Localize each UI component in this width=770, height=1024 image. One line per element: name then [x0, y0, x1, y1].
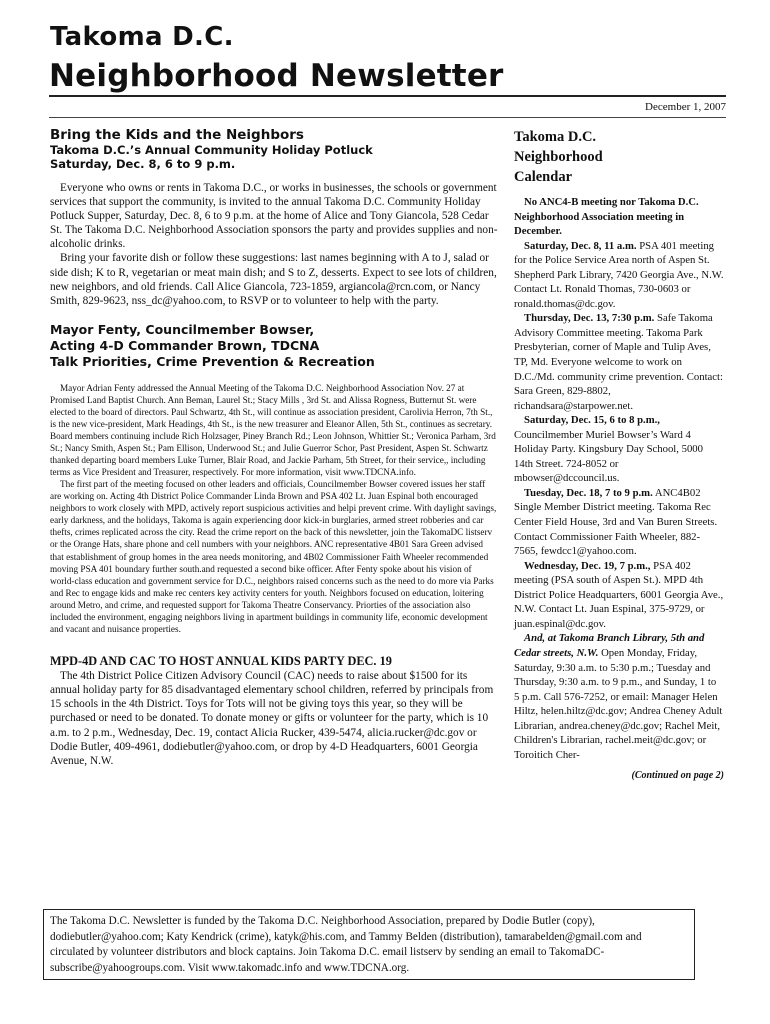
- calendar-entry-7: [514, 631, 724, 762]
- calendar-entry-6-text: PSA 402 meeting (PSA south of Aspen St.). MPD 4th District Police Headquarters, 6001 Georgia Ave., N.W. Contact Lt. Juan Espinal, 375-9729, or juan.espinal@dc.gov.: [514, 559, 724, 630]
- potluck-headline: Bring the Kids and the Neighbors: [50, 127, 304, 143]
- masthead-line1: Takoma D.C.: [50, 22, 234, 52]
- fenty-paragraph-1: Mayor Adrian Fenty addressed the Annual Meeting of the Takoma D.C. Neighborhood Association Nov. 27 at Promised Land Baptist Church. Ann Beman, Laurel St.; Stacy Mills , 3rd St. and Alissa Rogness, Butternut St. were elected to the board of directors. Paul Schwartz, 4th St., will continue as association president, Carolivia Herron, 7th St., is the new vice-president, Mark Headings, 4th St., is the new treasurer and Eleanor Allen, 5th St., continues as secretary. Board members continuing include Rich Holzsager, Piney Branch Rd.; Leon Johnson, Whittier St.; Veronica Parham, 3rd St.; Nancy Smith, Aspen St.; Pam Ellison, Underwood St.; and Julie Guerror Schor, Past President, Aspen St. Schwartz thanked departing board members Luke Turner, Blair Road, and Jackie Parham, 5th Street, for their service,, including terms as Vice President and Treasurer, respectively. For more information, visit www.TDCNA.info.: [50, 382, 496, 478]
- potluck-paragraph-1: Everyone who owns or rents in Takoma D.C., or works in businesses, the schools or government services that support the community, is invited to the annual Takoma D.C. Community Holiday Potluck Supper, Saturday, Dec. 8, 6 to 9 p.m. at the home of Alice and Tony Giancola, 528 Cedar St. The Takoma D.C. Neighborhood Association sponsors the party and provides supplies and non-alcoholic drinks.: [50, 182, 498, 251]
- calendar-column: [514, 127, 724, 781]
- fenty-headline-2: Acting 4-D Commander Brown, TDCNA: [50, 337, 320, 353]
- continued-notice: (Continued on page 2): [631, 770, 724, 782]
- calendar-entry-2: [514, 239, 724, 312]
- left-column: [50, 127, 498, 768]
- calendar-entry-6: [514, 559, 724, 632]
- calendar-entry-2-date: Saturday, Dec. 8, 11 a.m.: [524, 239, 637, 252]
- calendar-entry-3-date: Thursday, Dec. 13, 7:30 p.m.: [524, 312, 655, 325]
- mpd-paragraph: The 4th District Police Citizen Advisory Council (CAC) needs to raise about $1500 for its annual holiday party for 85 disadvantaged elementary school children, referred by principals from 15 schools in the 4th District. Toys for Tots will not be giving toys this year, so they will be purchased or need to be donated. To donate money or gifts or volunteer for the party, which is 10 a.m. to 2 p.m., Wednesday, Dec. 19, contact Alicia Rucker, 439-5474, alicia.rucker@dc.gov or Dodie Butler, 409-4961, dodiebutler@yahoo.com, or drop by 4-D Headquarters, 6001 Georgia Avenue, N.W.: [50, 669, 494, 768]
- calendar-entry-4-text: Councilmember Muriel Bowser’s Ward 4 Holiday Party. Kingsbury Day School, 5000 14th Street. 724-8052 or mbowser@dccouncil.us.: [514, 428, 703, 485]
- calendar-entry-5: [514, 486, 724, 559]
- calendar-entry-4-date: Saturday, Dec. 15, 6 to 8 p.m.,: [524, 414, 660, 427]
- fenty-paragraph-2: The first part of the meeting focused on other leaders and officials, Councilmember Bowser covered issues her staff are working on. Acting 4th District Police Commander Linda Brown and PSA 402 Lt. Juan Espinal both encouraged neighbors to work closely with MPD, actively report suspicious activities and helpi prevent crime. With daylight savings, early darkness, and the holidays, Takoma is again experiencing door kick-in burglaries, armed street robberies and car thefts, crimes replicated across the city. Read the crime report on the back of this newsletter, join the TakomaDC listserv or the Orange Hats, share phone and cell numbers with your neighbors. ANC representative 4B01 Sara Green advised that establishment of group homes in the area needs monitoring, and 4B02 Commissioner Faith Wheeler recommended moving PSA 401 boundary further south.and requested a second bike officer. After Fenty spoke about his vision of world-class education and government service for D.C., neighbors raised concerns such as the need to do more via Parks and Rec to engage kids and make rec centers key activity centers for youth. Neighbors focused on education, loitering around Metro, and crime, and requested support for Takoma Theatre Conservancy. Priorties of the association also included the environment, engaging neighbors living in apartment buildings in community life, economic development and vacant and nuisance properties.: [50, 479, 497, 634]
- calendar-entry-3: [514, 311, 724, 413]
- fenty-headline-1: Mayor Fenty, Councilmember Bowser,: [50, 321, 315, 337]
- issue-date: December 1, 2007: [645, 101, 726, 113]
- calendar-entry-2-text: PSA 401 meeting for the Police Service Area north of Aspen St. Shepherd Park Library, 7420 Georgia Ave., N.W. Contact Lt. Ronald Thomas, 730-0603 or ronald.thomas@dc.gov.: [514, 239, 724, 310]
- calendar-title-1: Takoma D.C.: [514, 129, 597, 145]
- calendar-title-2: Neighborhood: [514, 149, 603, 165]
- calendar-entry-1-notice: No ANC4-B meeting nor Takoma D.C. Neighborhood Association meeting in December.: [514, 196, 699, 238]
- calendar-entry-3-text: Safe Takoma Advisory Committee meeting. Takoma Park Presbyterian, corner of Maple and Tulip Aves, TP, Md. Everyone welcome to work on D.C./Md. community crime prevention. Contact: Sara Green, 829-8802, richandsara@starpower.net.: [514, 312, 723, 412]
- calendar-title-3: Calendar: [514, 169, 572, 185]
- calendar-entry-5-text: ANC4B02 Single Member District meeting. Takoma Rec Center Field House, 3rd and Van Buren Streets. Contact Commissioner Faith Wheeler, 882-7565, fewdcc1@yahoo.com.: [514, 486, 718, 558]
- potluck-subhead-1: Takoma D.C.’s Annual Community Holiday Potluck: [50, 143, 373, 157]
- calendar-entry-5-date: Tuesday, Dec. 18, 7 to 9 p.m.: [524, 486, 653, 499]
- potluck-paragraph-2: Bring your favorite dish or follow these suggestions: last names beginning with A to J, salad or side dish; K to R, vegetarian or meat main dish; and S to Z, desserts. Expect to see lots of children, new neighbors, and old friends. Call Alice Giancola, 723-1859, argiancola@rcn.com, or Nancy Smith, 829-9623, nss_dc@yahoo.com, to RSVP or to volunteer to help with the party.: [50, 252, 497, 307]
- calendar-entry-1: [514, 195, 724, 239]
- masthead-rule-bottom: [49, 117, 726, 118]
- footer-box: The Takoma D.C. Newsletter is funded by the Takoma D.C. Neighborhood Association, prepared by Dodie Butler (copy), dodiebutler@yahoo.com; Katy Kendrick (crime), katyk@his.com, and Tammy Belden (distribution), tamarabelden@gmail.com and circulated by volunteer distributors and block captains. Join Takoma D.C. email listserv by sending an email to TakomaDC-subscribe@yahoogroups.com. Visit www.takomadc.info and www.TDCNA.org.: [43, 909, 695, 980]
- calendar-entry-7-text: Open Monday, Friday, Saturday, 9:30 a.m. to 5:30 p.m.; Tuesday and Thursday, 9:30 a.m. to 9 p.m., and Sunday, 1 to 5 p.m. Call 576-7252, or email: Manager Helen Hiltz, helen.hiltz@dc.gov; Andrea Cheney Adult Librarian, andrea.cheney@dc.gov; Rachel Meit, Children's Librarian, rachel.meit@dc.gov; or Toroitich Cher-: [514, 646, 723, 761]
- masthead-rule-top: [49, 95, 726, 97]
- calendar-entry-6-date: Wednesday, Dec. 19, 7 p.m.,: [524, 559, 651, 572]
- calendar-entry-4: [514, 413, 724, 486]
- calendar-entry-7-location: And, at Takoma Branch Library, 5th and Cedar streets, N.W.: [514, 632, 705, 659]
- masthead-line2: Neighborhood Newsletter: [49, 58, 504, 94]
- potluck-subhead-2: Saturday, Dec. 8, 6 to 9 p.m.: [50, 157, 236, 171]
- mpd-headline: MPD-4D AND CAC TO HOST ANNUAL KIDS PARTY DEC. 19: [50, 653, 392, 668]
- fenty-headline-3: Talk Priorities, Crime Prevention & Recreation: [50, 353, 375, 369]
